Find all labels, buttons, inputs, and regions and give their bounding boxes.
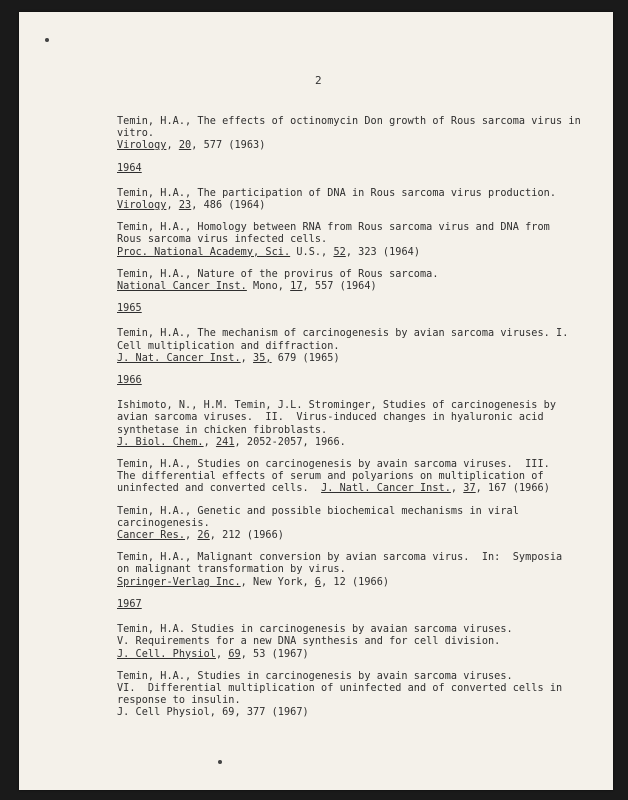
journal-name: J. Biol. Chem. [117, 436, 204, 448]
reference-citation [117, 247, 597, 259]
reference-text: Temin, H.A., Malignant conversion by avian sarcoma virus. In: Symposia on malignant transformation by virus. [117, 552, 563, 576]
reference-citation [117, 649, 597, 661]
year-heading: 1965 [117, 303, 142, 315]
reference-entry [117, 222, 597, 259]
reference-text: Temin, H.A. Studies in carcinogenesis by avaian sarcoma viruses. V. Requirements for a new DNA synthesis and for cell division. [117, 624, 513, 648]
journal-name: Proc. National Academy, Sci. [117, 246, 291, 258]
reference-entry [117, 116, 597, 153]
citation-separator: , [240, 352, 254, 364]
journal-name: Springer-Verlag Inc. [117, 576, 241, 588]
citation-pages-year: , 212 (1966) [209, 530, 284, 542]
reference-entry [117, 552, 597, 589]
citation-separator: U.S., [290, 246, 334, 258]
reference-text: Temin, H.A., Nature of the provirus of Rous sarcoma. [117, 268, 439, 280]
journal-name: Cancer Res. [117, 530, 186, 542]
reference-entry [117, 400, 597, 449]
volume-number: 52 [333, 246, 346, 258]
reference-text: Temin, H.A., The effects of octinomycin Don growth of Rous sarcoma virus in vitro. [117, 116, 581, 140]
volume-number: 241 [215, 436, 235, 448]
binder-hole-top [45, 38, 49, 42]
citation-separator: , [450, 483, 464, 495]
reference-entry [117, 506, 597, 543]
citation-pages-year: , 323 (1964) [345, 246, 421, 258]
citation-pages-year: 679 (1965) [271, 352, 340, 364]
reference-text: Temin, H.A., The mechanism of carcinogenesis by avian sarcoma viruses. I. Cell multiplication and diffraction. [117, 328, 569, 352]
volume-number: 26 [197, 530, 210, 542]
citation-pages-year: , 577 (1963) [191, 140, 266, 152]
reference-citation [117, 140, 597, 152]
reference-text: Temin, H.A., Studies on carcinogenesis by avain sarcoma viruses. III. The differential effects of serum and polyarions on multiplication of [117, 459, 550, 483]
volume-number: 37 [463, 483, 476, 495]
journal-name: Virology [117, 200, 167, 212]
reference-entry [117, 188, 597, 212]
reference-text: Temin, H.A., Genetic and possible biochemical mechanisms in viral carcinogenesis. [117, 505, 519, 529]
citation-pages-year: , 486 (1964) [191, 200, 266, 212]
volume-number: 6 [314, 576, 322, 588]
reference-text: Temin, H.A., Studies in carcinogenesis by avain sarcoma viruses. VI. Differential multiplication of uninfected and of converted cells in response to insulin. J. Cell Physiol, 69, 377 (1967) [117, 670, 563, 719]
citation-separator: , [215, 648, 229, 660]
reference-text: Temin, H.A., Homology between RNA from Rous sarcoma virus and DNA from Rous sarcoma virus infected cells. [117, 222, 550, 246]
reference-entry [117, 269, 597, 293]
citation-separator: , [166, 200, 179, 212]
citation-pages-year: , 557 (1964) [302, 281, 377, 293]
reference-entry [117, 459, 597, 496]
journal-name: Virology [117, 140, 167, 152]
reference-entry [117, 671, 597, 720]
reference-citation [117, 577, 597, 589]
reference-entry [117, 624, 597, 661]
reference-citation [117, 281, 597, 293]
reference-text: Ishimoto, N., H.M. Temin, J.L. Strominger, Studies of carcinogenesis by avian sarcoma viruses. II. Virus-induced changes in hyaluronic acid synthetase in chicken fibroblasts. [117, 400, 557, 436]
volume-number: 35, [253, 352, 272, 364]
volume-number: 69 [228, 648, 241, 660]
page-number: 2 [315, 74, 322, 87]
journal-name: J. Nat. Cancer Inst. [117, 352, 241, 364]
year-heading: 1966 [117, 375, 142, 387]
citation-pages-year: , 167 (1966) [475, 483, 550, 495]
binder-hole-bottom [218, 760, 222, 764]
citation-separator: , New York, [240, 576, 315, 588]
citation-separator: , [166, 140, 179, 152]
citation-pages-year: , 2052-2057, 1966. [234, 436, 346, 448]
reference-text: Temin, H.A., The participation of DNA in Rous sarcoma virus production. [117, 187, 557, 199]
reference-entry [117, 328, 597, 365]
journal-name: J. Natl. Cancer Inst. [321, 483, 451, 495]
reference-citation [117, 530, 597, 542]
journal-name: National Cancer Inst. [117, 281, 247, 293]
reference-citation [117, 200, 597, 212]
reference-citation [117, 353, 597, 365]
reference-citation [117, 437, 597, 449]
volume-number: 20 [178, 140, 192, 152]
bibliography [117, 116, 597, 730]
year-heading: 1967 [117, 598, 142, 610]
citation-separator: , [203, 436, 216, 448]
citation-separator: , [185, 530, 198, 542]
citation-pages-year: , 53 (1967) [240, 648, 309, 660]
year-heading: 1964 [117, 162, 142, 174]
citation-prefix: uninfected and converted cells. [117, 483, 322, 495]
citation-separator: Mono, [246, 281, 291, 293]
document-page [19, 12, 613, 790]
volume-number: 17 [290, 281, 303, 293]
citation-pages-year: , 12 (1966) [321, 576, 390, 588]
journal-name: J. Cell. Physiol [117, 648, 216, 660]
volume-number: 23 [178, 200, 192, 212]
reference-citation [117, 483, 597, 495]
